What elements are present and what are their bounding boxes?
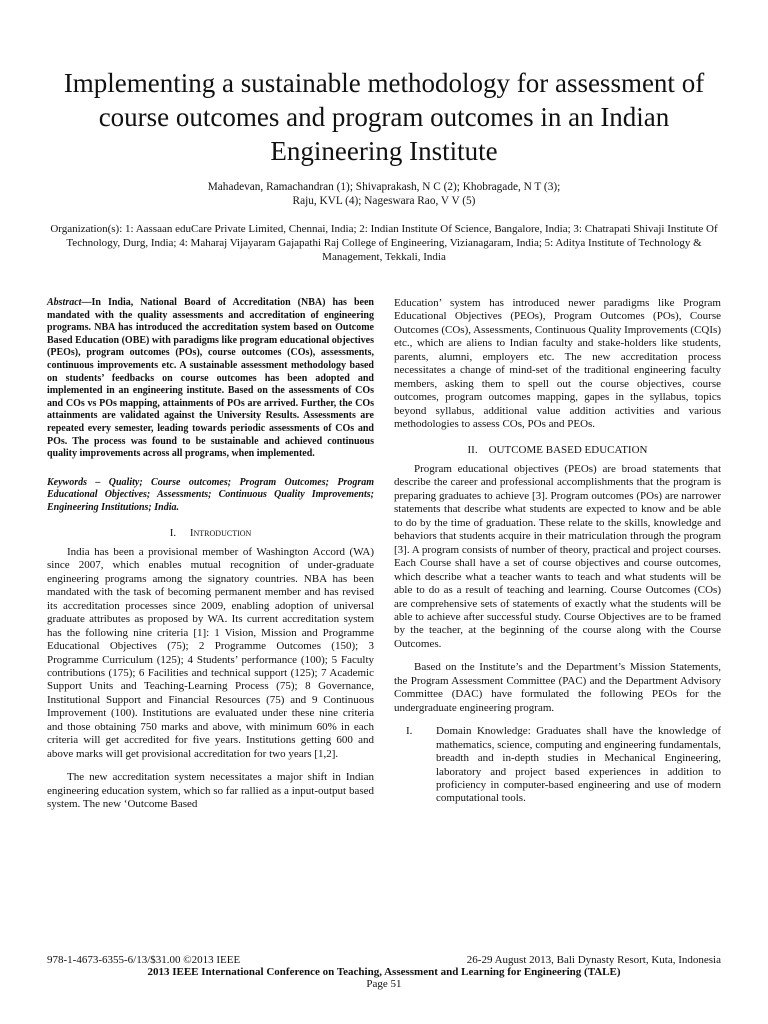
intro-paragraph-1: India has been a provisional member of Washington Accord (WA) since 2007, which enables mutual recognition of under-graduate engineering programs among the signatory countries. NBA has been mandated with the task of becoming permanent member and has revised its accreditation processes since 2009, enabling adoption of universal graduate attributes as proposed by WA. Its current accreditation system has the following nine criteria [1]: 1 Vision, Mission and Programme Educational Objectives (75); 2 Programme Outcomes (150); 3 Programme Curriculum (125); 4 Students’ performance (100); 5 Faculty contributions (175); 6 Facilities and technical support (125); 7 Academic Support Units and Teaching-Learning Process (75); 8 Governance, Institutional Support and Financial Resources (75) and 9 Continuous Improvement (100). Institutions are evaluated under these nine criteria and those obtaining 750 marks and above, with minimum 60% in each criteria will get accredited for five years. Institutions getting 600 and above marks will get provisional accreditation for two years [1,2]. bbox=[47, 545, 374, 760]
footer-conference: 2013 IEEE International Conference on Teaching, Assessment and Learning for Engineering (TALE) bbox=[147, 966, 621, 978]
section-heading-obe bbox=[394, 444, 721, 457]
section-heading-introduction bbox=[47, 527, 374, 540]
intro-paragraph-2: The new accreditation system necessitates a major shift in Indian engineering education system, which so far rallied as a input-output based system. The new ‘Outcome Based bbox=[47, 771, 374, 811]
right-column bbox=[394, 297, 721, 806]
list-item-number: I. bbox=[406, 725, 413, 738]
section-number: II. bbox=[467, 443, 478, 456]
section-number: I. bbox=[169, 526, 177, 539]
footer-venue: 26-29 August 2013, Bali Dynasty Resort, Kuta, Indonesia bbox=[466, 954, 721, 966]
footer-row bbox=[47, 954, 721, 966]
list-item-text: Domain Knowledge: Graduates shall have the knowledge of mathematics, science, computing and engineering fundamentals, breadth and in-depth studies in Mechanical Engineering, laboratory and project based experiences in addition to proficiency in computer-based engineering and use of modern computational tools. bbox=[436, 725, 721, 805]
author-line-2: Raju, KVL (4); Nageswara Rao, V V (5) bbox=[292, 195, 476, 207]
page-number: Page 51 bbox=[366, 978, 402, 990]
page-footer bbox=[47, 954, 721, 990]
author-list bbox=[60, 180, 708, 208]
abstract-text: —In India, National Board of Accreditation (NBA) has been mandated with the quality assessments and accreditation of engineering programs. NBA has introduced the accreditation system based on Outcome Based Education (OBE) with paradigms like program educational objectives (PEOs), program outcomes (POs), course outcomes (COs), assessments, continuous improvements etc. A sustainable assessment methodology based on students’ feedbacks on course outcomes has been adopted and implemented in an engineering institute. Based on the assessments of COs and COs vs POs mapping, attainments of POs are arrived. Further, the COs attainments are validated against the University Results. Assessments are repeated every semester, leading towards periodic assessments of COs and POs. The process was found to be sustainable and achieved continuous quality improvements across all programs, when implemented. bbox=[47, 297, 374, 460]
list-item bbox=[394, 725, 721, 806]
abstract-label: Abstract bbox=[47, 297, 82, 308]
footer-isbn: 978-1-4673-6355-6/13/$31.00 ©2013 IEEE bbox=[47, 954, 241, 966]
author-line-1: Mahadevan, Ramachandran (1); Shivaprakash, N C (2); Khobragade, N T (3); bbox=[207, 181, 561, 193]
organizations: Organization(s): 1: Aassaan eduCare Private Limited, Chennai, India; 2: Indian Institute Of Science, Bangalore, India; 3: Chatrapati Shivaji Institute Of Technology, Durg, India; 4: Maharaj Vijayaram Gajapathi Raj College of Engineering, Vizianagaram, India; 5: Aditya Institute of Technology & Management, Tekkali, India bbox=[50, 223, 718, 263]
paper-title: Implementing a sustainable methodology for assessment of course outcomes and program outcomes in an Indian Engineering Institute bbox=[63, 68, 705, 166]
left-column bbox=[47, 297, 374, 812]
intro-paragraph-2-continued: Education’ system has introduced newer paradigms like Program Educational Objectives (PEOs), Program Outcomes (POs), Course Outcomes (COs), Assessments, Continuous Quality Improvements (CQIs) etc., which are aliens to Indian faculty and stake-holders like students, parents, alumni, employers etc. The new accreditation process necessitates a change of mind-set of the traditional engineering faculty members, asking them to spell out the course objectives, course outcomes, program outcomes mapping, gapes in the syllabus, topics beyond syllabus, additional value addition activities and various methodologies to assess COs, POs and PEOs. bbox=[394, 297, 721, 431]
section-title: Introduction bbox=[189, 526, 252, 539]
obe-paragraph-1: Program educational objectives (PEOs) are broad statements that describe the career and professional accomplishments that the program is preparing graduates to achieve [3]. Program outcomes (POs) are narrower statements that describe what students are expected to know and be able to do by the time of graduation. These relate to the skills, knowledge and behaviors that students acquire in their matriculation through the program [3]. A program consists of number of theory, practical and project courses. Each Course shall have a set of course objectives and course outcomes, which describe what a teacher wants to teach and what students will be able to do as a result of teaching and learning. Course Outcomes (COs) are comprehensive sets of statements of exactly what the students will be able to achieve after successful study. Course Objectives are to be framed by the teacher, at the beginning of the course along with the Course Outcomes. bbox=[394, 462, 721, 650]
keywords: Keywords – Quality; Course outcomes; Program Outcomes; Program Educational Objectives; Assessments; Continuous Quality Improvements; Engineering Institutions; India. bbox=[47, 476, 374, 513]
obe-paragraph-2: Based on the Institute’s and the Department’s Mission Statements, the Program Assessment Committee (PAC) and the Department Advisory Committee (DAC) have formulated the following PEOs for the undergraduate engineering program. bbox=[394, 661, 721, 714]
abstract bbox=[47, 297, 374, 461]
section-title: OUTCOME BASED EDUCATION bbox=[488, 443, 648, 456]
